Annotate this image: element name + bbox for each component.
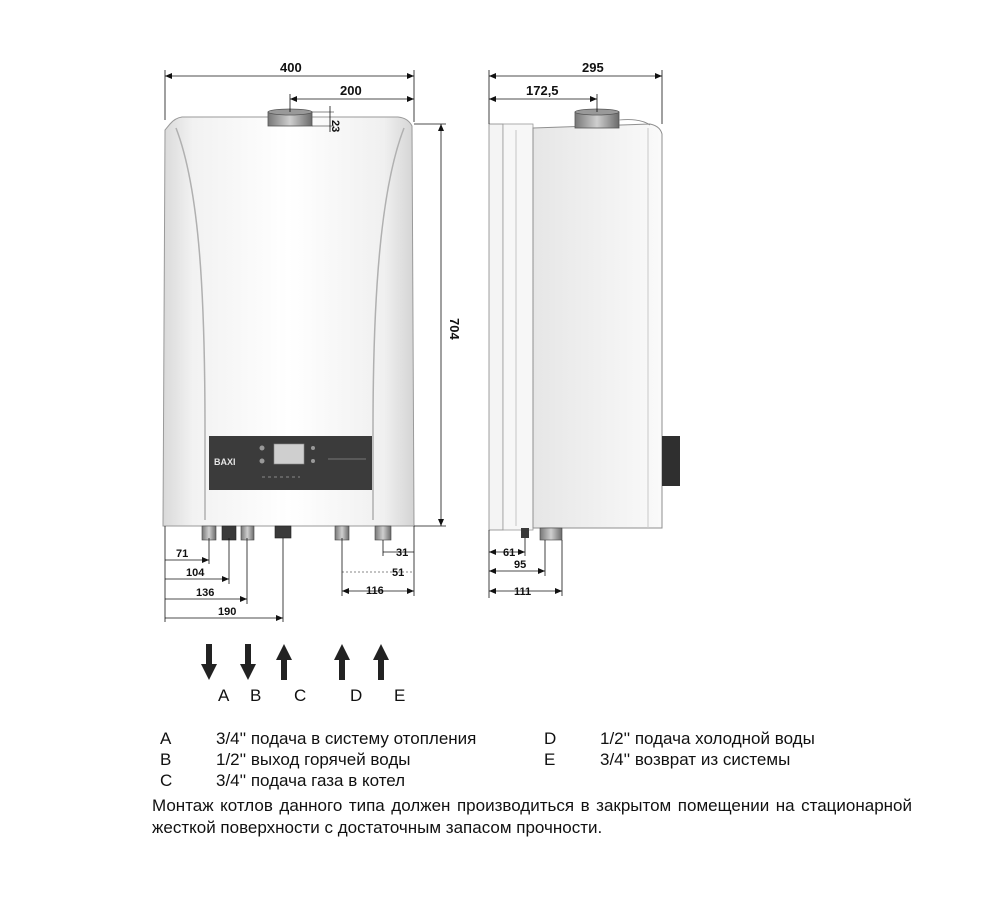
dim-bottom-a: 71 xyxy=(176,548,189,560)
dim-front-flue-offset: 200 xyxy=(340,83,362,98)
arrow-label-c: C xyxy=(294,686,307,705)
arrow-e xyxy=(373,644,389,680)
dim-side-111: 111 xyxy=(514,586,532,598)
legend-text: 3/4'' подача газа в котел xyxy=(216,771,406,790)
pipe-stub-c xyxy=(275,526,291,538)
dim-side-61: 61 xyxy=(503,547,516,559)
side-back-frame xyxy=(503,124,533,530)
arrow-d xyxy=(334,644,350,680)
connection-arrows xyxy=(201,644,405,705)
dim-bottom-c: 190 xyxy=(218,606,237,618)
dim-right-31: 31 xyxy=(396,547,409,559)
connection-legend xyxy=(152,728,922,791)
pipe-stub-e xyxy=(375,526,391,540)
legend-letter: C xyxy=(160,771,173,790)
control-button-icon xyxy=(311,459,315,463)
legend-text: 3/4'' возврат из системы xyxy=(600,750,791,769)
dim-front-width: 400 xyxy=(280,60,302,75)
control-button-icon xyxy=(311,446,315,450)
side-view xyxy=(489,60,680,598)
control-display xyxy=(274,444,304,464)
arrow-b xyxy=(240,644,256,680)
legend-text: 1/2'' выход горячей воды xyxy=(216,750,411,769)
pipe-stub-b2 xyxy=(241,526,254,540)
arrow-c xyxy=(276,644,292,680)
legend-row xyxy=(152,770,922,791)
legend-text: 3/4'' подача в систему отопления xyxy=(216,729,477,748)
dim-side-95: 95 xyxy=(514,559,527,571)
front-view xyxy=(163,60,462,622)
dim-right-116: 116 xyxy=(366,585,384,597)
dim-side-depth: 295 xyxy=(582,60,604,75)
dim-side-flue-offset: 172,5 xyxy=(526,83,559,98)
pipe-stub-d xyxy=(335,526,349,540)
installation-note: Монтаж котлов данного типа должен производиться в закрытом помещении на стационарной жесткой поверхности с достаточным запасом прочности. xyxy=(152,796,912,837)
dim-flue-height: 23 xyxy=(329,120,341,133)
side-pipe-stub xyxy=(521,528,529,538)
dim-bottom-b2: 136 xyxy=(196,587,215,599)
side-control-knob xyxy=(662,436,680,486)
arrow-label-b: B xyxy=(250,686,262,705)
control-button-icon xyxy=(260,446,265,451)
arrow-label-e: E xyxy=(394,686,406,705)
pipe-stub-a xyxy=(202,526,216,540)
side-boiler-body xyxy=(533,124,662,528)
legend-row xyxy=(152,728,922,749)
side-pipe-stub xyxy=(540,528,562,540)
legend-row xyxy=(152,749,922,770)
arrow-label-a: A xyxy=(218,686,230,705)
legend-letter: B xyxy=(160,750,172,769)
dim-front-height: 704 xyxy=(447,318,462,340)
side-mounting-plate xyxy=(489,124,503,530)
dim-right-51: 51 xyxy=(392,567,405,579)
legend-letter: A xyxy=(160,729,172,748)
arrow-a xyxy=(201,644,217,680)
legend-text: 1/2'' подача холодной воды xyxy=(600,729,815,748)
legend-letter: E xyxy=(544,750,556,769)
pipe-stub-b xyxy=(222,526,236,540)
dim-bottom-b: 104 xyxy=(186,567,205,579)
arrow-label-d: D xyxy=(350,686,363,705)
brand-logo: BAXI xyxy=(214,457,236,467)
control-button-icon xyxy=(260,459,265,464)
legend-letter: D xyxy=(544,729,557,748)
